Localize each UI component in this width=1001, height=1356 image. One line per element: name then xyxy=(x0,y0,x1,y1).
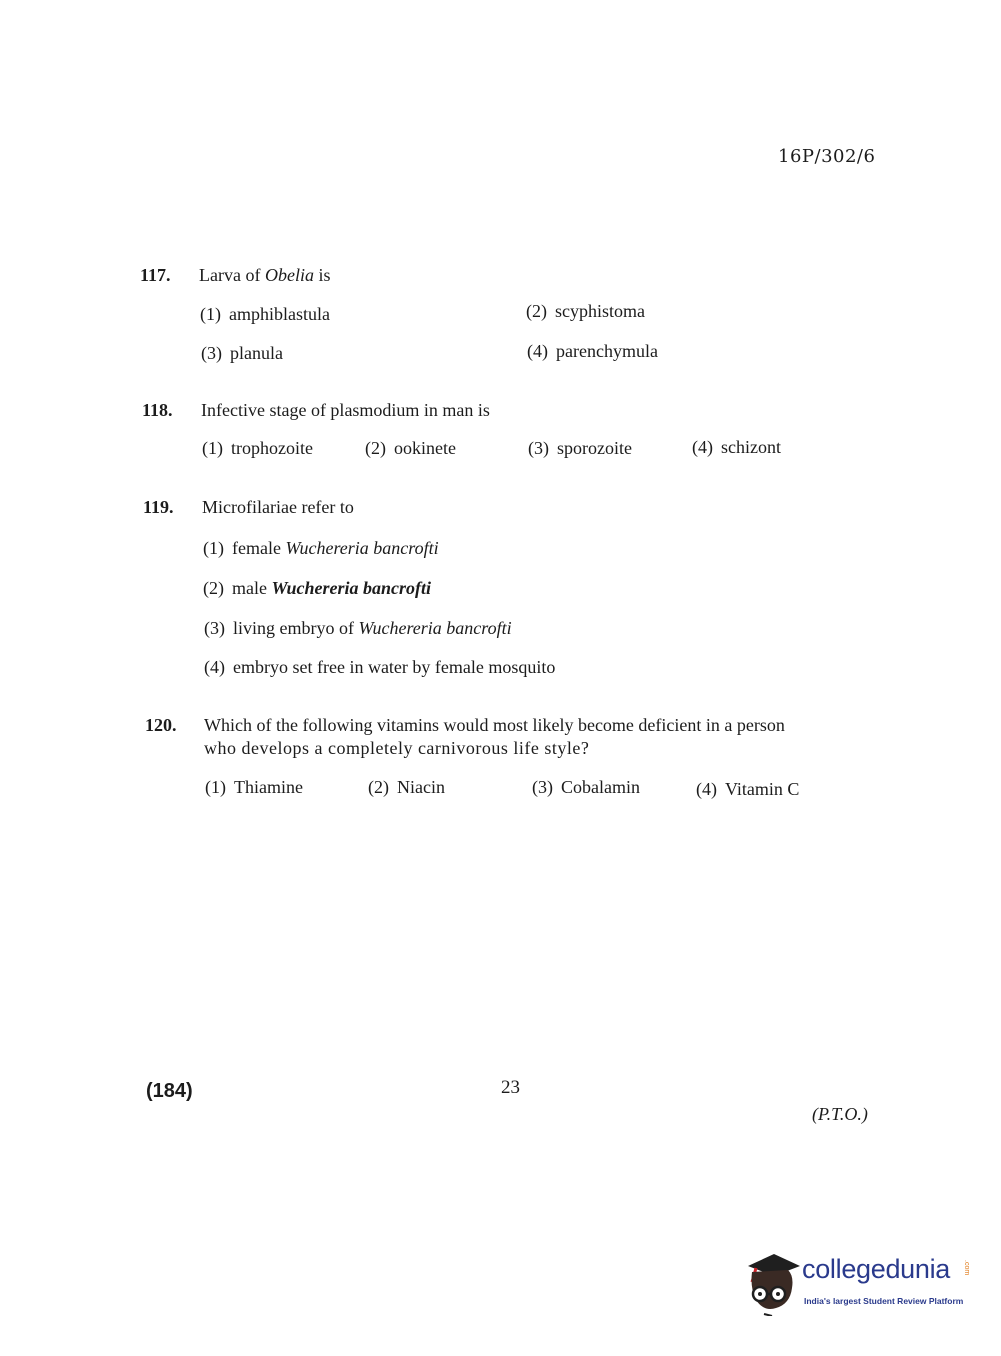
option xyxy=(205,777,303,798)
option-species: Wuchereria bancrofti xyxy=(285,538,439,558)
brand-tld: .com xyxy=(963,1260,970,1276)
option-text: trophozoite xyxy=(231,438,313,458)
option xyxy=(203,538,439,559)
question-text: Microfilariae refer to xyxy=(202,497,354,517)
question-text: Infective stage of plasmodium in man is xyxy=(201,400,490,420)
option xyxy=(200,304,330,325)
option-text: scyphistoma xyxy=(555,301,645,321)
booklet-code: (184) xyxy=(146,1080,193,1102)
option-species: Wuchereria bancrofti xyxy=(271,578,431,598)
option-text: Cobalamin xyxy=(561,777,640,797)
option-number: (4) xyxy=(204,657,225,677)
option-text: living embryo of xyxy=(233,618,359,638)
option-number: (3) xyxy=(204,618,225,638)
option-number: (2) xyxy=(365,438,386,458)
option xyxy=(527,341,658,362)
option-text: sporozoite xyxy=(557,438,632,458)
option-text: ookinete xyxy=(394,438,456,458)
option-number: (1) xyxy=(203,538,224,558)
option xyxy=(365,438,456,459)
option-number: (4) xyxy=(692,437,713,457)
option xyxy=(202,438,313,459)
option-number: (4) xyxy=(527,341,548,361)
question-number: 118. xyxy=(142,400,173,420)
option-text: Niacin xyxy=(397,777,445,797)
question-text-part: is xyxy=(313,265,331,285)
mascot-icon xyxy=(742,1250,802,1316)
option-text: planula xyxy=(230,343,283,363)
question-text-italic: Obelia xyxy=(264,265,314,285)
question-text-line2: who develops a completely carnivorous life style? xyxy=(204,738,590,758)
option-number: (3) xyxy=(532,777,553,797)
option xyxy=(204,657,555,678)
option-number: (3) xyxy=(201,343,222,363)
option-number: (1) xyxy=(200,304,221,324)
question-text xyxy=(199,265,330,286)
collegedunia-watermark xyxy=(742,1250,972,1320)
brand-tagline: India's largest Student Review Platform xyxy=(804,1296,964,1306)
option-text: female xyxy=(232,538,286,558)
question-number: 120. xyxy=(145,715,177,735)
option-text: Vitamin C xyxy=(725,779,800,799)
option xyxy=(532,777,640,798)
option xyxy=(204,618,512,639)
option-number: (1) xyxy=(202,438,223,458)
question-number: 117. xyxy=(140,265,171,285)
option xyxy=(696,779,799,800)
question-text-line1: Which of the following vitamins would most likely become deficient in a person xyxy=(204,715,785,735)
option-number: (3) xyxy=(528,438,549,458)
option-number: (2) xyxy=(526,301,547,321)
option-number: (2) xyxy=(203,578,224,598)
option-number: (1) xyxy=(205,777,226,797)
brand-name: collegedunia xyxy=(802,1254,951,1284)
question-number: 119. xyxy=(143,497,174,517)
option xyxy=(201,343,283,364)
option xyxy=(692,437,781,458)
option-text: embryo set free in water by female mosquito xyxy=(233,657,556,677)
option-text: amphiblastula xyxy=(229,304,330,324)
option xyxy=(526,301,645,322)
option-text: male xyxy=(232,578,272,598)
option-number: (2) xyxy=(368,777,389,797)
option-text: Thiamine xyxy=(234,777,303,797)
option xyxy=(203,578,431,599)
option-species: Wuchereria bancrofti xyxy=(358,618,512,638)
option-text: parenchymula xyxy=(556,341,658,361)
option-number: (4) xyxy=(696,779,717,799)
option xyxy=(528,438,632,459)
please-turn-over: (P.T.O.) xyxy=(812,1104,868,1124)
question-text-part: Larva of xyxy=(199,265,265,285)
option xyxy=(368,777,445,798)
option-text: schizont xyxy=(721,437,781,457)
paper-code: 16P/302/6 xyxy=(778,146,876,167)
page-number: 23 xyxy=(501,1077,520,1098)
